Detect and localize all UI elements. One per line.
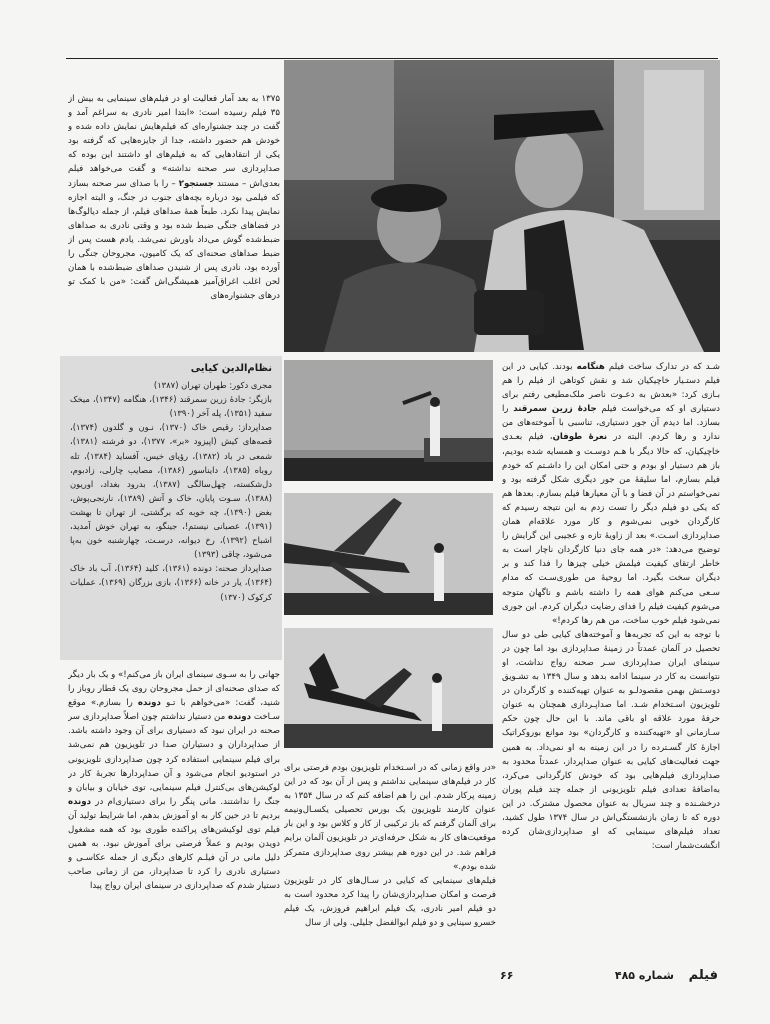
- mid-paragraph-2: فیلم‌های سینمایی که کیایی در سـال‌های کار در تلویزیون فرصت و امکان صداپردازی‌شان را پیدا کرد محدود است به دو فیلم امیر نادری، یک فیلم ابراهیم فروزش، یک فیلم خسرو سینایی و دو فیلم ابوالفضل جلیلی. ولی از سال: [284, 875, 496, 929]
- left-top-paragraph: [68, 92, 280, 303]
- text-run: شـد که در تدارک ساخت فیلم: [604, 362, 720, 372]
- text-run: را بسازد. اما دیدم آن جور دستیاری، تناسبی با آموخته‌های من ندارد و رها کردم. البته در: [502, 404, 720, 443]
- bio-name: نظام‌الدین کیایی: [190, 363, 272, 374]
- text-run: جهانی را به سـوی سینمای ایران باز می‌کنم!» و یک بار دیگر که صدای صحنه‌ای از حمل مجروحان روی یک قطار روباز را شنید، گفت: «می‌خواهم با تـو: [68, 670, 280, 709]
- page-number: ۶۶: [500, 969, 514, 982]
- left-column-bottom-text: [68, 668, 280, 968]
- text-run: ، فیلم بعـدی خاچیکیان، که حالا دیگر با هـم دوسـت و همسایه شده بودیم، باز هم دستیار او بودم و حتی امکان این را داشـتم که خودم فیلم بسازم، اما سلیقهٔ من جور دیگری شکل گرفته بود و نمی‌خواستم در آن فضا و با آن معیارها فیلم بسازم. بعدها هم که یکی دو فیلم دیگر را تست زدم به این نتیجه رسیدم که کارگردان خوبی نمی‌شوم و کار مورد علاقه‌ام همان صداپردازی اسـت.» بعد از زاویهٔ تازه و عجیبی این گرایش را توضیح می‌دهد: «در همه جای دنیا کارگردان ناچار است به خاطر ارتقای کیفیت فیلمش خیلی چیزها را فدا کند و بر دیگران سخت بگیرد. اما روحیهٔ من طوری‌سـت که مدام سـعی می‌کنم هوای همه را داشته باشم و ناگهان متوجه می‌شوم کیفیت فیلم را فدای رضایت دیگران کردم. این جوری نمی‌شود فیلم خوب ساخت، من هم رها کردم!»: [502, 432, 720, 626]
- photo-image: [284, 628, 493, 748]
- film-title: دونده: [68, 796, 92, 807]
- issue-number: شماره ۴۸۵: [614, 969, 674, 982]
- text-run: بودند. کیایی در این فیلم دستـیار خاچیکیان شد و نقش کوتاهی از فیلم را هم بـازی کرد: «بعدش به دعـوت ناصر ملک‌مطیعی رفتم برای دستیاری او که می‌خواست فیلم: [502, 362, 720, 415]
- page-footer: [500, 968, 720, 988]
- main-photo: [284, 60, 720, 352]
- film-title: دونده: [228, 712, 252, 723]
- two-men-photo-image: [284, 60, 720, 352]
- film-title: جستجو۲: [178, 178, 214, 189]
- photo-airplane-landing: [284, 493, 493, 615]
- left-column-top-text: [68, 92, 280, 348]
- bio-line: مجری دکور: طهران تهران (۱۳۸۷): [153, 380, 272, 391]
- right-paragraph-1: [502, 360, 720, 628]
- magazine-name: فیلم: [688, 968, 718, 983]
- film-title: دونده: [137, 698, 161, 709]
- text-run: را بسازم.» موقع سـاخت: [68, 698, 280, 723]
- bio-line: بازیگر: جادهٔ زرین سمرقند (۱۳۴۶)، هنگامه (۱۳۴۷)، میخک سفید (۱۳۵۱)، پله آخر (۱۳۹۰): [70, 394, 272, 419]
- photo-airplane-overhead: [284, 628, 493, 748]
- left-bottom-paragraph: [68, 668, 280, 894]
- film-title: نعرهٔ طوفان: [552, 432, 608, 443]
- photo-image: [284, 493, 493, 615]
- bio-line: صداپرداز: رقیص خاک (۱۳۷۰)، نـون و گلدون (۱۳۷۴)، قصه‌های کیش (اپیزود «بر»، ۱۳۷۷)، دو فرشته (۱۳۸۱)، شمعی در باد (۱۳۸۲)، رؤیای خیس، آفساید (۱۳۸۴)، تله روباه (۱۳۸۵)، دایناسور (۱۳۸۶)، مصایب چارلی، زادبوم، دل‌شکسته، چهل‌سالگی (۱۳۸۷)، بدرود بغداد، اوریون (۱۳۸۸)، سـوت پایان، خاک و آتش (۱۳۸۹)، نارنجی‌پوش، بغض (۱۳۹۰)، چه خوبه که برگشتی، از تهران تا بهشت (۱۳۹۱)، عصبانی نیستم!، جینگو، به تهران خوش آمدید، اشباح (۱۳۹۲)، رخ دیوانه، درسـت، چهارشنبه خون به‌پا می‌شود، چاقی (۱۳۹۳): [70, 422, 273, 560]
- text-run: – را با صدای سر صحنه بسازد که فیلمی بود درباره بچه‌های جنوب در جنگ، و البته اجازه نمایش پیدا نکرد. طبعاً همهٔ صداهای فیلم، از جمله دیالوگ‌ها در فضاهای جنگی ضبط شده بود و وقتی نادری به صداهای ضبط‌شده گوش می‌داد باورش نمی‌شد. یادم هست پس از ضبط صداهای صحنه‌ای که یک کامیون، مجروحان جنگی را آورده بود، نادری پس از شنیدن صداهای ضبط‌شده با همان لحن اغلب اغراق‌آمیز همیشگی‌اش گفت: «من با کمک تو در‌های جشنواره‌های: [68, 178, 280, 302]
- right-paragraph-2: با توجه به این که تجربه‌ها و آموخته‌های کیایی طی دو سال تحصیل در آلمان عمدتاً در زمینهٔ صداپردازی بود اما چون در سینمای ایران صداپردازی سـر صحنه رواج نداشت، او نتوانست به کار در سینما ادامه بدهد و سال ۱۳۴۹ به تشـویق دوسـتش بهمن مقصودلـو به عنوان تهیه‌کننده و کارگردان در تلویزیون اسـتخدام شـد. اما صداپـردازی همچنان به عنوان حرفهٔ مورد علاقه او باقی ماند. با این حال چون حکم سـازمانی او «تهیه‌کننده و کارگردان» بود موانع بوروکراتیک اجازهٔ کار گسـترده را در این زمینه به او نمی‌داد. به همین جهت فعالیت‌های کیایی به عنوان صداپرداز، عمدتاً محدود به صداپردازی فیلم‌هایی بود که خودش کارگردانی می‌کرد، به‌اضافهٔ تعدادی فیلم تلویزیونی از جمله چند فیلم پوران درخشـنده و چند سریال به عنوان محصول مشترک. در این دوره که تا زمان بازنشستگی‌اش در سال ۱۳۷۴ طول کشید، تعداد فیلم‌های سینمایی که او صداپردازی‌شان کرده انگشت‌شمار است:: [502, 629, 720, 852]
- top-rule: [66, 58, 718, 59]
- text-run: ۱۳۷۵ به بعد آمار فعالیت او در فیلم‌های سینمایی به بیش از ۳۵ فیلم رسیده است: «ابتدا امیر نادری به سراغم آمد و گفت در چند جشنواره‌ای که فیلم‌هایش نمایش داده شده و خودش هم حضور داشته، جدا از جایزه‌هایی که گرفته بود یکی از انتقادهایی که به فیلم‌های او داشتند این بوده که صداپردازی سر صحنه نداشته» و گفت می‌خواهد فیلم بعدی‌اش – مستند: [68, 94, 280, 189]
- bio-line: صداپرداز صحنه: دونده (۱۳۶۱)، کلید (۱۳۶۴)، آب باد خاک (۱۳۶۴)، یار در خانه (۱۳۶۶)، بازی بزرگان (۱۳۶۹)، عملیات کرکوک (۱۳۷۰): [70, 563, 272, 602]
- film-title: جادهٔ زرین سمرقند: [513, 404, 597, 415]
- photo-image: [284, 360, 493, 481]
- mid-paragraph-1: «در واقع زمانی که در اسـتخدام تلویزیون بودم فرصتی برای کار در فیلم‌های سینمایی نداشتم و پس از آن بود که در این زمینه پرکار شدم. این را هم اضافه کنم که در سال ۱۳۵۴ به عنوان کارمند تلویزیون یک بورس تحصیلی یکسـال‌ونیمه برای آلمان گرفتم که باز ترکیبی از کار و کلاس بود و این بار موقعیت‌های کار به شکل حرفه‌ای‌تر در تلویزیون آلمان برایم فراهم شد. در این دوره هم بیشتر روی صداپردازی متمرکز شده بودم.»: [284, 763, 496, 872]
- right-column-text: [502, 360, 720, 956]
- text-run: بردیم تا در حین کار به او آموزش بدهم، اما شرایط تولید آن فیلم توی لوکیشن‌های پراکنده طوری بود که همه مشغول دویدن بودیم و عملاً فرصتی برای آموزش نبود. به همین دلیل مانی در آن فیلـم کارهای دیگری از جمله عکاسـی و دستیاری نادری را کرد تا صداپرداز، من از زمانی صاحب دستیار شدم که صداپردازی در سینمای ایران رواج پیدا: [68, 810, 280, 892]
- film-title: هنگامه: [576, 362, 605, 372]
- text-run: من دستیار نداشتم چون اصلاً صداپردازی سر صحنه در ایران نبود که دستیاری برای آن وجود داشته باشد. از صداپرداران و دستیاران صدا در تلویزیون هم نمی‌شد برای فیلم سینمایی استفاده کرد چون صداپردازی تلویزیونی در استودیو انجام می‌شود و آن صداپردارها تجربهٔ کار در لوکیشن‌های بی‌کنترل فیلم سینمایی، توی خیابان و بیابان و جنگ را نداشتند. مانی پنگر را برای دستیاری‌ام در: [68, 712, 280, 807]
- photo-man-with-microphone-field: [284, 360, 493, 481]
- middle-column-bottom-text: [284, 761, 496, 961]
- filmography-box: [60, 356, 282, 660]
